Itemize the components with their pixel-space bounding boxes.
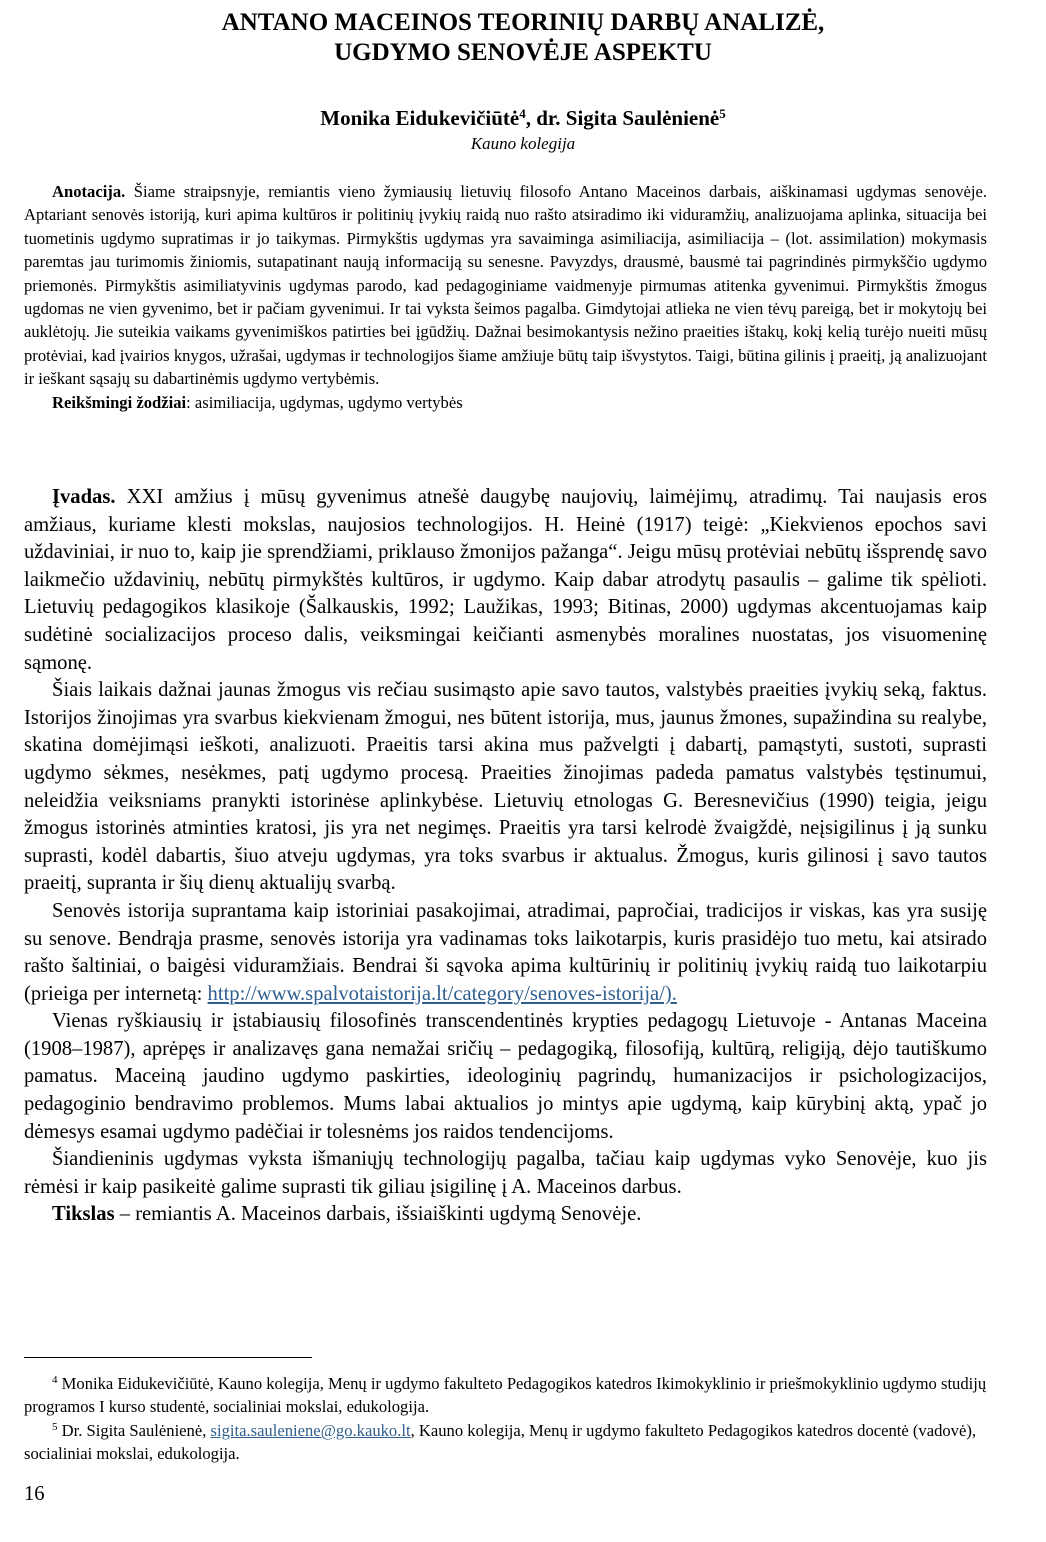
abstract-text: Šiame straipsnyje, remiantis vieno žymiausių lietuvių filosofo Antano Maceinos darbais, aiškinamasi ugdymas senovėje. Aptariant senovės istoriją, kuri apima kultūros ir politinių įvykių raidą nuo rašto atsiradimo iki viduramžių, analizuojama aplinka, situacija bei tuometinis ugdymo supratimas ir jo taikymas. Pirmykštis ugdymas yra savaiminga asimiliacija, asimiliacija – (lot. assimilation) mokymasis paremtas jau turimomis žiniomis, sutapatinant naują informaciją su senesne. Pavyzdys, drausmė, bausmė tai pagrindinės pirmykščio ugdymo priemonės. Pirmykštis asimiliatyvinis ugdymas parodo, kad pedagoginiame vaidmenyje pirmumas atitenka gyvenimui. Pirmykštis žmogus ugdomas ne vien gyvenimo, bet ir pačiam gyvenimui. Ir tai vyksta šeimos pagalba. Gimdytojai atlieka ne vien tėvų pareigą, bet ir mokytojų bei auklėtojų. Jie suteikia vaikams gyvenimiškos patirties bei įgūdžių. Dažnai besimokantysis nežino praeities ištakų, kokį kelią turėjo nueiti mūsų protėviai, kad įvairios knygos, užrašai, ugdymas ir technologijos šiame amžiuje būtų taip išvystytos. Taigi, būtina gilinis į praeitį, ją analizuojant ir ieškant sąsajų su dabartinėmis ugdymo vertybėmis. xyxy=(24,182,987,389)
article-title xyxy=(60,8,986,68)
author-line xyxy=(60,104,986,132)
author-separator: , xyxy=(525,106,537,130)
author-1: Monika Eidukevičiūtė xyxy=(320,106,520,130)
page-number: 16 xyxy=(24,1483,45,1505)
footnote-4-number: 4 xyxy=(52,1374,58,1386)
title-line-2: UGDYMO SENOVĖJE ASPEKTU xyxy=(334,39,712,66)
affiliation: Kauno kolegija xyxy=(470,134,576,153)
author-1-footnote-ref[interactable]: 4 xyxy=(519,106,526,121)
footnote-4 xyxy=(24,1372,987,1419)
title-line-1: ANTANO MACEINOS TEORINIŲ DARBŲ ANALIZĖ, xyxy=(221,9,825,36)
footnotes xyxy=(24,1372,987,1466)
goal-text: – remiantis A. Maceinos darbais, išsiaiškinti ugdymą Senovėje. xyxy=(114,1203,642,1226)
keywords-paragraph xyxy=(24,391,987,414)
article-body xyxy=(24,484,987,1229)
body-paragraph-3-text: Senovės istorija suprantama kaip istoriniai pasakojimai, atradimai, papročiai, tradicijos ir viskas, kas yra susiję su senove. Bendrąja prasme, senovės istorija yra vadinamas toks laikotarpis, kuris prasidėjo tuo metu, kai atsirado rašto šaltiniai, o baigėsi viduramžiais. Bendrai ši sąvoka apima kultūrinių ir politinių įvykių raidą tuo laikotarpiu (prieiga per internetą: xyxy=(24,899,987,1005)
body-paragraph-3 xyxy=(24,898,987,1008)
body-paragraph-2: Šiais laikais dažnai jaunas žmogus vis rečiau susimąsto apie savo tautos, valstybės praeities įvykių seką, faktus. Istorijos žinojimas yra svarbus kiekvienam žmogui, nes būtent istorija, mus, jaunus žmones, supažindina su realybe, skatina domėjimąsi ieškoti, analizuoti. Praeitis tarsi akina mus pažvelgti į dabartį, pamąstyti, sustoti, suprasti ugdymo sėkmes, nesėkmes, patį ugdymo procesą. Praeities žinojimas padeda pamatus valstybės tęstinumui, neleidžia veiksniams pranykti istorinėse aplinkybėse. Lietuvių etnologas G. Beresnevičius (1990) teigia, jeigu žmogus istorinės atminties kratosi, jis yra net negimęs. Praeitis yra tarsi kelrodė žvaigždė, neįsigilinus į ją sunku suprasti, kodėl dabartis, šiuo atveju ugdymas, yra toks svarbus ir aktualus. Žmogus, kuris gilinosi į savo tautos praeitį, supranta ir šių dienų aktualijų svarbą. xyxy=(24,679,987,895)
abstract-paragraph xyxy=(24,180,987,391)
footnote-divider xyxy=(24,1357,312,1358)
footnote-5 xyxy=(24,1419,987,1466)
body-paragraph-4: Vienas ryškiausių ir įstabiausių filosofinės transcendentinės krypties pedagogų Lietuvoje - Antanas Maceina (1908–1987), aprėpęs ir analizavęs gana nemažai sričių – pedagogiką, filosofiją, kultūrą, religiją, dėjo tautiškumo pamatus. Maceiną jaudino ugdymo paskirties, ideologinių pagrindų, humanizacijos ir psichologizacijos, pedagoginio bendravimo problemos. Mums labai aktualios jo mintys apie ugdymą, kaip kūrybinį aktą, ypač jo dėmesys esamai ugdymo padėčiai ir tolesnėms jos raidos tendencijoms. xyxy=(24,1010,987,1143)
author-2: dr. Sigita Saulėnienė xyxy=(536,106,720,130)
author-2-footnote-ref[interactable]: 5 xyxy=(719,106,726,121)
goal-label: Tikslas xyxy=(52,1203,115,1226)
source-link[interactable]: http://www.spalvotaistorija.lt/category/senoves-istorija/). xyxy=(207,982,677,1005)
email-link[interactable]: sigita.sauleniene@go.kauko.lt xyxy=(210,1420,411,1440)
abstract-label: Anotacija. xyxy=(52,182,126,201)
footnote-5-number: 5 xyxy=(52,1420,58,1433)
abstract-section xyxy=(24,180,987,414)
intro-label: Įvadas. xyxy=(52,486,116,508)
keywords-label: Reikšmingi žodžiai xyxy=(52,392,187,412)
keywords-text: : asimiliacija, ugdymas, ugdymo vertybės xyxy=(186,392,463,412)
footnote-5-text-post: , Kauno kolegija, Menų ir ugdymo fakulteto Pedagogikos katedros docentė (vadovė), socialiniai mokslai, edukologija. xyxy=(24,1420,977,1464)
goal-paragraph xyxy=(24,1201,987,1229)
footnote-4-text: Monika Eidukevičiūtė, Kauno kolegija, Menų ir ugdymo fakulteto Pedagogikos katedros Ikimokyklinio ir priešmokyklinio ugdymo studijų programos I kurso studentė, socialiniai mokslai, edukologija. xyxy=(24,1374,987,1417)
body-paragraph-5: Šiandieninis ugdymas vyksta išmaniųjų technologijų pagalba, tačiau kaip ugdymas vyko Senovėje, kuo jis rėmėsi ir kaip pasikeitė galime suprasti tik giliau įsigilinę į A. Maceinos darbus. xyxy=(24,1148,987,1198)
body-paragraph-1 xyxy=(24,484,987,677)
footnote-5-text-pre: Dr. Sigita Saulėnienė, xyxy=(57,1420,211,1440)
body-paragraph-1-text: XXI amžius į mūsų gyvenimus atnešė daugybę naujovių, laimėjimų, atradimų. Tai naujasis eros amžiaus, kuriame klesti mokslas, naujosios technologijos. H. Heinė (1917) teigė: „Kiekvienos epochos savi uždaviniai, ir nuo to, kaip jie sprendžiami, priklauso žmonijos pažanga“. Jeigu mūsų protėviai nebūtų išsprendę savo laikmečio uždavinių, nebūtų pirmykštės kultūros, ir ugdymo. Kaip dabar atrodytų pasaulis – galime tik spėlioti. Lietuvių pedagogikos klasikoje (Šalkauskis, 1992; Laužikas, 1993; Bitinas, 2000) ugdymas akcentuojamas kaip sudėtinė socializacijos proceso dalis, veiksmingai keičianti asmenybės moralines nuostatas, jos visuomeninę sąmonę. xyxy=(24,486,987,674)
